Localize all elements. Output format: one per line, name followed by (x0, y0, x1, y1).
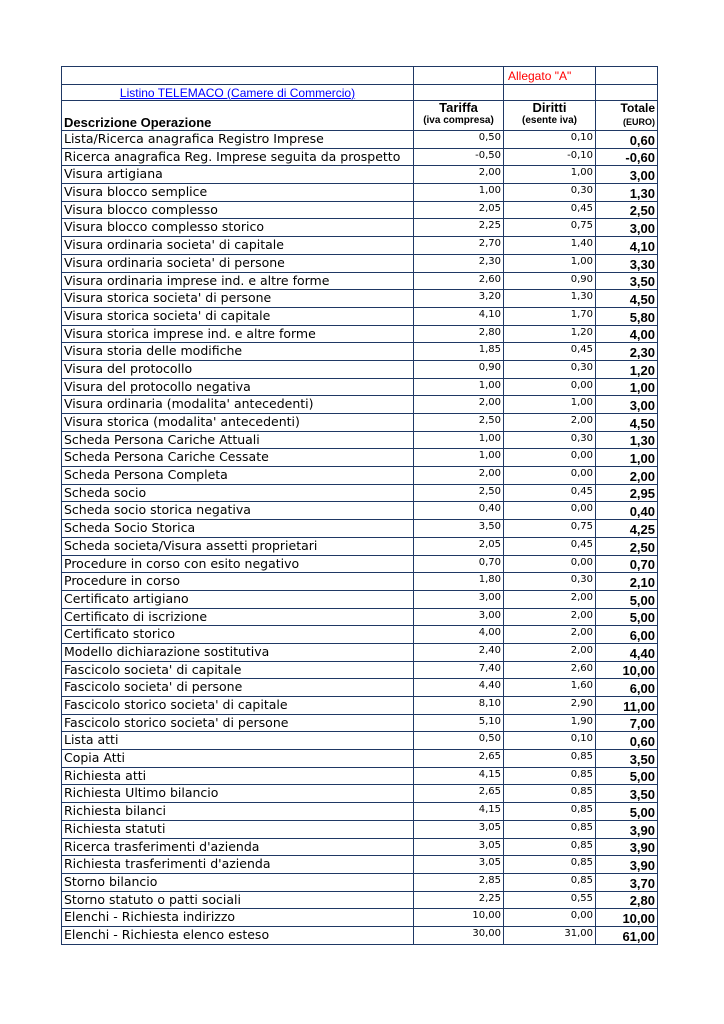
row-totale: 6,00 (596, 679, 658, 697)
row-description: Scheda Persona Completa (62, 467, 414, 485)
table-row (62, 697, 658, 715)
row-diritti: 1,40 (504, 237, 596, 255)
row-totale: -0,60 (596, 148, 658, 166)
row-totale: 2,50 (596, 537, 658, 555)
table-row (62, 201, 658, 219)
row-description: Visura storica (modalita' antecedenti) (62, 414, 414, 432)
row-tariffa: 2,25 (414, 891, 504, 909)
row-description: Visura artigiana (62, 166, 414, 184)
row-diritti: 0,45 (504, 343, 596, 361)
table-row (62, 626, 658, 644)
row-tariffa: 0,50 (414, 131, 504, 149)
table-row (62, 343, 658, 361)
row-description: Ricerca anagrafica Reg. Imprese seguita da prospetto (62, 148, 414, 166)
row-description: Procedure in corso con esito negativo (62, 555, 414, 573)
row-totale: 4,50 (596, 414, 658, 432)
row-description: Visura ordinaria (modalita' antecedenti) (62, 396, 414, 414)
row-totale: 10,00 (596, 661, 658, 679)
table-row (62, 484, 658, 502)
row-diritti: 0,45 (504, 201, 596, 219)
row-tariffa: -0,50 (414, 148, 504, 166)
row-tariffa: 2,00 (414, 166, 504, 184)
table-row (62, 131, 658, 149)
row-diritti: 0,10 (504, 732, 596, 750)
row-diritti: 2,00 (504, 643, 596, 661)
row-tariffa: 7,40 (414, 661, 504, 679)
row-description: Elenchi - Richiesta elenco esteso (62, 926, 414, 944)
row-diritti: 2,90 (504, 697, 596, 715)
row-totale: 4,00 (596, 325, 658, 343)
row-totale: 7,00 (596, 714, 658, 732)
row-diritti: 0,85 (504, 856, 596, 874)
table-row (62, 272, 658, 290)
row-diritti: 1,00 (504, 396, 596, 414)
table-row (62, 166, 658, 184)
row-totale: 3,90 (596, 838, 658, 856)
row-diritti: 1,30 (504, 290, 596, 308)
row-totale: 4,50 (596, 290, 658, 308)
row-tariffa: 2,50 (414, 414, 504, 432)
row-tariffa: 4,10 (414, 307, 504, 325)
row-totale: 11,00 (596, 697, 658, 715)
table-row (62, 608, 658, 626)
row-description: Richiesta trasferimenti d'azienda (62, 856, 414, 874)
row-tariffa: 0,50 (414, 732, 504, 750)
table-row (62, 396, 658, 414)
col-tariffa-header (414, 101, 504, 131)
row-tariffa: 10,00 (414, 909, 504, 927)
row-diritti: 0,85 (504, 750, 596, 768)
row-totale: 0,40 (596, 502, 658, 520)
row-totale: 61,00 (596, 926, 658, 944)
row-totale: 5,00 (596, 590, 658, 608)
row-description: Visura del protocollo negativa (62, 378, 414, 396)
table-row (62, 590, 658, 608)
header-row-listino (62, 85, 658, 101)
row-tariffa: 2,65 (414, 785, 504, 803)
table-row (62, 803, 658, 821)
row-totale: 2,10 (596, 573, 658, 591)
row-totale: 1,00 (596, 449, 658, 467)
row-description: Visura ordinaria imprese ind. e altre forme (62, 272, 414, 290)
row-diritti: 31,00 (504, 926, 596, 944)
table-row (62, 449, 658, 467)
table-row (62, 750, 658, 768)
row-totale: 5,00 (596, 608, 658, 626)
row-totale: 5,80 (596, 307, 658, 325)
row-diritti: 0,10 (504, 131, 596, 149)
row-diritti: 0,85 (504, 820, 596, 838)
row-totale: 4,40 (596, 643, 658, 661)
row-tariffa: 3,20 (414, 290, 504, 308)
table-row (62, 378, 658, 396)
row-diritti: 2,00 (504, 414, 596, 432)
row-tariffa: 3,05 (414, 856, 504, 874)
row-description: Richiesta statuti (62, 820, 414, 838)
row-tariffa: 1,80 (414, 573, 504, 591)
row-description: Certificato di iscrizione (62, 608, 414, 626)
row-description: Richiesta Ultimo bilancio (62, 785, 414, 803)
row-tariffa: 2,00 (414, 467, 504, 485)
row-totale: 3,00 (596, 219, 658, 237)
col-descrizione-header: Descrizione Operazione (62, 101, 414, 131)
row-tariffa: 1,00 (414, 449, 504, 467)
table-row (62, 732, 658, 750)
row-description: Storno bilancio (62, 873, 414, 891)
col-diritti-label: Diritti (532, 100, 567, 115)
row-tariffa: 4,15 (414, 803, 504, 821)
col-totale-sublabel: (EURO) (623, 117, 655, 127)
row-totale: 3,90 (596, 856, 658, 874)
row-diritti: 0,00 (504, 378, 596, 396)
row-diritti: 1,70 (504, 307, 596, 325)
row-description: Visura blocco complesso storico (62, 219, 414, 237)
table-row (62, 431, 658, 449)
row-diritti: 1,20 (504, 325, 596, 343)
row-diritti: 0,45 (504, 537, 596, 555)
row-totale: 0,60 (596, 732, 658, 750)
row-description: Visura del protocollo (62, 360, 414, 378)
row-diritti: 0,75 (504, 219, 596, 237)
col-totale-header (596, 101, 658, 131)
row-description: Storno statuto o patti sociali (62, 891, 414, 909)
row-diritti: 1,60 (504, 679, 596, 697)
table-row (62, 254, 658, 272)
row-description: Lista atti (62, 732, 414, 750)
row-totale: 1,20 (596, 360, 658, 378)
row-diritti: -0,10 (504, 148, 596, 166)
row-tariffa: 0,40 (414, 502, 504, 520)
row-totale: 6,00 (596, 626, 658, 644)
row-description: Visura storica societa' di persone (62, 290, 414, 308)
row-totale: 3,90 (596, 820, 658, 838)
row-totale: 1,30 (596, 431, 658, 449)
row-description: Visura ordinaria societa' di capitale (62, 237, 414, 255)
table-row (62, 873, 658, 891)
row-diritti: 0,85 (504, 838, 596, 856)
row-diritti: 0,30 (504, 573, 596, 591)
row-tariffa: 1,00 (414, 184, 504, 202)
table-row (62, 360, 658, 378)
row-diritti: 2,00 (504, 608, 596, 626)
row-totale: 5,00 (596, 803, 658, 821)
row-description: Modello dichiarazione sostitutiva (62, 643, 414, 661)
row-tariffa: 1,00 (414, 378, 504, 396)
table-row (62, 325, 658, 343)
row-description: Visura storica societa' di capitale (62, 307, 414, 325)
row-tariffa: 2,60 (414, 272, 504, 290)
row-tariffa: 3,00 (414, 590, 504, 608)
row-tariffa: 4,15 (414, 767, 504, 785)
row-description: Visura ordinaria societa' di persone (62, 254, 414, 272)
row-description: Procedure in corso (62, 573, 414, 591)
row-description: Richiesta atti (62, 767, 414, 785)
row-totale: 2,95 (596, 484, 658, 502)
row-tariffa: 30,00 (414, 926, 504, 944)
row-totale: 2,80 (596, 891, 658, 909)
row-diritti: 0,85 (504, 767, 596, 785)
table-row (62, 414, 658, 432)
column-header-row (62, 101, 658, 131)
row-description: Ricerca trasferimenti d'azienda (62, 838, 414, 856)
row-diritti: 0,85 (504, 803, 596, 821)
row-tariffa: 8,10 (414, 697, 504, 715)
row-diritti: 0,85 (504, 873, 596, 891)
row-tariffa: 2,30 (414, 254, 504, 272)
row-totale: 10,00 (596, 909, 658, 927)
row-diritti: 0,00 (504, 502, 596, 520)
row-diritti: 2,00 (504, 626, 596, 644)
price-list-table (61, 66, 658, 945)
row-diritti: 2,60 (504, 661, 596, 679)
table-row (62, 555, 658, 573)
table-row (62, 307, 658, 325)
row-description: Richiesta bilanci (62, 803, 414, 821)
table-row (62, 520, 658, 538)
table-row (62, 237, 658, 255)
col-totale-label: Totale (620, 101, 655, 115)
row-totale: 3,50 (596, 272, 658, 290)
table-row (62, 219, 658, 237)
row-diritti: 0,30 (504, 360, 596, 378)
table-row (62, 926, 658, 944)
table-row (62, 290, 658, 308)
row-tariffa: 2,25 (414, 219, 504, 237)
row-description: Elenchi - Richiesta indirizzo (62, 909, 414, 927)
row-description: Scheda societa/Visura assetti proprietari (62, 537, 414, 555)
row-totale: 0,60 (596, 131, 658, 149)
row-description: Fascicolo societa' di capitale (62, 661, 414, 679)
row-diritti: 0,45 (504, 484, 596, 502)
row-tariffa: 0,70 (414, 555, 504, 573)
row-description: Scheda socio (62, 484, 414, 502)
row-tariffa: 3,05 (414, 838, 504, 856)
row-totale: 3,00 (596, 396, 658, 414)
row-tariffa: 1,00 (414, 431, 504, 449)
row-tariffa: 2,05 (414, 537, 504, 555)
row-diritti: 0,75 (504, 520, 596, 538)
row-totale: 4,25 (596, 520, 658, 538)
row-tariffa: 3,50 (414, 520, 504, 538)
row-diritti: 0,00 (504, 555, 596, 573)
row-totale: 2,50 (596, 201, 658, 219)
listino-link[interactable]: Listino TELEMACO (Camere di Commercio) (62, 85, 414, 101)
row-tariffa: 3,00 (414, 608, 504, 626)
row-tariffa: 1,85 (414, 343, 504, 361)
row-diritti: 0,00 (504, 909, 596, 927)
row-diritti: 0,00 (504, 467, 596, 485)
row-totale: 3,50 (596, 785, 658, 803)
row-tariffa: 2,50 (414, 484, 504, 502)
row-description: Copia Atti (62, 750, 414, 768)
row-description: Scheda socio storica negativa (62, 502, 414, 520)
table-row (62, 467, 658, 485)
col-diritti-header (504, 101, 596, 131)
row-tariffa: 2,40 (414, 643, 504, 661)
row-totale: 3,30 (596, 254, 658, 272)
row-diritti: 0,00 (504, 449, 596, 467)
row-totale: 4,10 (596, 237, 658, 255)
row-tariffa: 3,05 (414, 820, 504, 838)
row-totale: 2,30 (596, 343, 658, 361)
table-row (62, 714, 658, 732)
header-row-allegato (62, 67, 658, 85)
table-row (62, 661, 658, 679)
row-description: Certificato storico (62, 626, 414, 644)
table-row (62, 643, 658, 661)
table-row (62, 820, 658, 838)
row-diritti: 0,30 (504, 431, 596, 449)
row-diritti: 0,55 (504, 891, 596, 909)
row-description: Fascicolo storico societa' di capitale (62, 697, 414, 715)
allegato-label: Allegato "A" (504, 67, 596, 85)
row-totale: 0,70 (596, 555, 658, 573)
row-description: Scheda Persona Cariche Cessate (62, 449, 414, 467)
row-description: Scheda Socio Storica (62, 520, 414, 538)
row-diritti: 1,90 (504, 714, 596, 732)
row-description: Visura blocco complesso (62, 201, 414, 219)
row-diritti: 1,00 (504, 254, 596, 272)
row-description: Fascicolo storico societa' di persone (62, 714, 414, 732)
row-description: Lista/Ricerca anagrafica Registro Imprese (62, 131, 414, 149)
row-tariffa: 2,80 (414, 325, 504, 343)
col-tariffa-label: Tariffa (439, 100, 478, 115)
row-tariffa: 5,10 (414, 714, 504, 732)
row-diritti: 0,30 (504, 184, 596, 202)
table-row (62, 838, 658, 856)
col-tariffa-sublabel: (iva compresa) (423, 115, 494, 126)
row-diritti: 0,85 (504, 785, 596, 803)
row-description: Certificato artigiano (62, 590, 414, 608)
row-totale: 2,00 (596, 467, 658, 485)
row-totale: 3,70 (596, 873, 658, 891)
table-row (62, 767, 658, 785)
row-tariffa: 2,70 (414, 237, 504, 255)
row-totale: 1,30 (596, 184, 658, 202)
table-row (62, 891, 658, 909)
row-tariffa: 2,85 (414, 873, 504, 891)
row-diritti: 2,00 (504, 590, 596, 608)
table-row (62, 537, 658, 555)
row-totale: 3,00 (596, 166, 658, 184)
row-totale: 3,50 (596, 750, 658, 768)
table-row (62, 148, 658, 166)
table-row (62, 679, 658, 697)
row-tariffa: 2,00 (414, 396, 504, 414)
table-row (62, 856, 658, 874)
row-totale: 5,00 (596, 767, 658, 785)
row-tariffa: 4,00 (414, 626, 504, 644)
table-row (62, 785, 658, 803)
row-diritti: 1,00 (504, 166, 596, 184)
row-description: Fascicolo societa' di persone (62, 679, 414, 697)
row-description: Scheda Persona Cariche Attuali (62, 431, 414, 449)
table-row (62, 573, 658, 591)
row-tariffa: 0,90 (414, 360, 504, 378)
col-diritti-sublabel: (esente iva) (521, 115, 578, 126)
row-diritti: 0,90 (504, 272, 596, 290)
row-description: Visura storica imprese ind. e altre forme (62, 325, 414, 343)
row-tariffa: 2,65 (414, 750, 504, 768)
table-row (62, 909, 658, 927)
row-totale: 1,00 (596, 378, 658, 396)
row-tariffa: 2,05 (414, 201, 504, 219)
row-description: Visura storia delle modifiche (62, 343, 414, 361)
row-description: Visura blocco semplice (62, 184, 414, 202)
table-row (62, 184, 658, 202)
row-tariffa: 4,40 (414, 679, 504, 697)
table-row (62, 502, 658, 520)
